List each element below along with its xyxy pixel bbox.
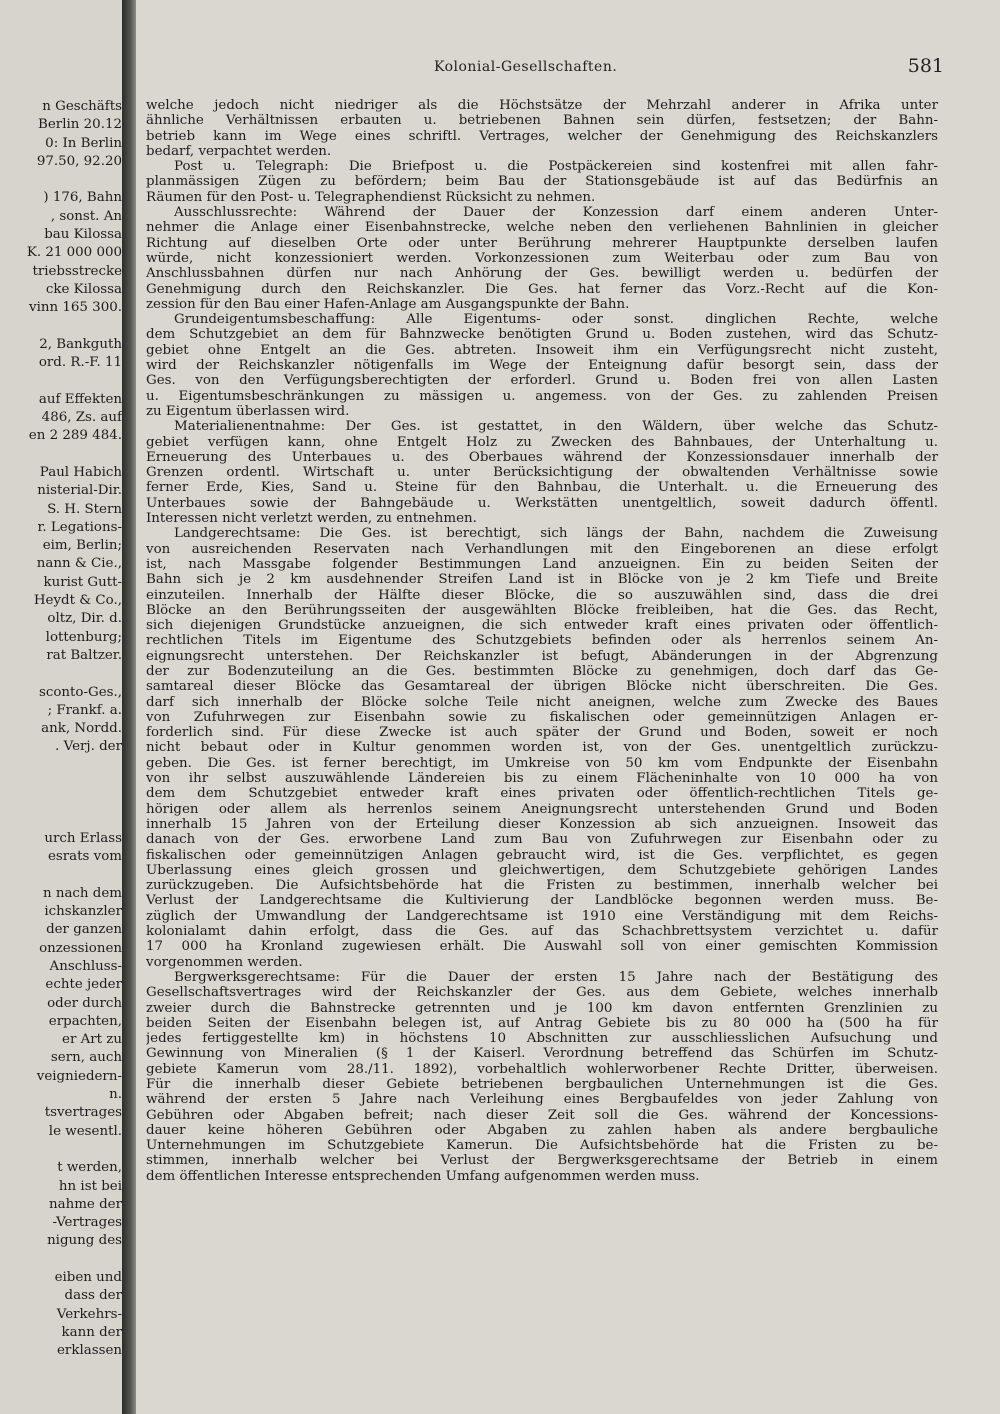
- text-line: ist, nach Massgabe folgender Bestimmungen Land anzueignen. Ein zu beiden Seiten der: [146, 556, 938, 572]
- text-line: von ausreichenden Reservaten nach Verhandlungen mit den Eingeborenen an diese erfolgt: [146, 541, 938, 557]
- left-page-line: [0, 318, 122, 336]
- text-line: fiskalischen oder gemeinnützigen Anlagen gebraucht wird, ist die Ges. verpflichtet, es gegen: [146, 847, 938, 863]
- text-line: einzuteilen. Innerhalb der Hälfte dieser Blöcke, die so auszuwählen sind, dass die drei: [146, 587, 938, 603]
- text-line: eignungsrecht unterstehen. Der Reichskanzler ist befugt, Abänderungen in der Abgrenzung: [146, 648, 938, 664]
- text-line: dem Schutzgebiet an dem für Bahnzwecke benötigten Grund u. Boden zustehen, wird das Schutz-: [146, 327, 938, 343]
- text-line: nehmer die Anlage einer Eisenbahnstrecke, welche neben den verliehenen Bahnlinien in gleicher: [146, 220, 938, 236]
- text-line: stimmen, innerhalb welcher bei Verlust der Bergwerksgerechtsame der Betrieb in einem: [146, 1153, 938, 1169]
- left-page-line: urch Erlass: [44, 830, 122, 846]
- text-line: von Zufuhrwegen zur Eisenbahn sowie zu fiskalischen oder gemeinnützigen Anlagen er-: [146, 709, 938, 725]
- left-page-line: onzessionen: [39, 940, 122, 956]
- text-line: Anschlussbahnen dürfen nur nach Anhörung der Ges. bewilligt werden u. bedürfen der: [146, 266, 938, 282]
- text-line: beiden Seiten der Eisenbahn belegen ist, auf Antrag Gebiete bis zu 80 000 ha (500 ha für: [146, 1015, 938, 1031]
- left-page-line: ; Frankf. a.: [47, 702, 122, 718]
- book-gutter: [122, 0, 136, 1414]
- left-page-line: 97.50, 92.20: [36, 153, 122, 169]
- text-line: Grenzen ordentl. Wirtschaft u. unter Berücksichtigung der obwaltenden Verhältnisse sowie: [146, 465, 938, 481]
- text-line: Unternehmungen im Schutzgebiete Kamerun. Die Aufsichtsbehörde hat die Fristen zu be-: [146, 1138, 938, 1154]
- text-line: Gewinnung von Mineralien (§ 1 der Kaiserl. Verordnung betreffend das Schürfen im Schutz-: [146, 1046, 938, 1062]
- text-line: zweier durch die Bahnstrecke getrennten und je 100 km davon entfernten Grenzlinien zu: [146, 1000, 938, 1016]
- left-page-line: kurist Gutt-: [43, 574, 122, 590]
- left-page-line: 486, Zs. auf: [41, 410, 122, 426]
- left-page-line: nigung des: [47, 1233, 122, 1249]
- left-page-line: [0, 665, 122, 683]
- left-page-line: sconto-Ges.,: [38, 684, 122, 700]
- left-page-line: r. Legations-: [37, 519, 122, 535]
- text-line: kolonialamt dahin erfolgt, dass die Ges. auf das Schachbrettsystem verzichtet u. dafür: [146, 924, 938, 940]
- left-page-line: K. 21 000 000: [26, 245, 122, 261]
- text-line: Räumen für den Post- u. Telegraphendienst Rücksicht zu nehmen.: [146, 189, 596, 205]
- left-page-line: , sonst. An: [50, 208, 122, 224]
- text-line: zurückzugeben. Die Aufsichtsbehörde hat die Fristen zu bestimmen, innerhalb welcher bei: [146, 878, 938, 894]
- text-line: innerhalb 15 Jahren von der Erteilung dieser Konzession ab sich anzueignen. Insoweit das: [146, 816, 938, 832]
- left-facing-page: [0, 0, 122, 1414]
- text-line: geben. Die Ges. ist ferner berechtigt, im Umkreise von 50 km vom Endpunkte der Eisenbahn: [146, 755, 938, 771]
- text-line: Materialienentnahme: Der Ges. ist gestattet, in den Wäldern, über welche das Schutz-: [174, 419, 938, 435]
- left-page-line: auf Effekten: [38, 391, 122, 407]
- text-line: rechtlichen Titels im Eigentume des Schutzgebiets befinden oder als herrenlos seinem An-: [146, 633, 938, 649]
- left-page-line: vinn 165 300.: [29, 300, 122, 316]
- text-line: samtareal dieser Blöcke das Gesamtareal der übrigen Blöcke nicht überschreiten. Die Ges.: [146, 679, 938, 695]
- text-line: Ausschlussrechte: Während der Dauer der Konzession darf einem anderen Unter-: [174, 205, 938, 221]
- text-line: ferner Erde, Kies, Sand u. Steine für den Bahnbau, die Unterhalt. u. die Erneuerung des: [146, 480, 938, 496]
- left-page-line: Berlin 20.12: [38, 117, 122, 133]
- text-line: danach von der Ges. erworbene Land zum Bau von Zufuhrwegen zur Eisenbahn oder zu: [146, 832, 938, 848]
- left-page-line: veigniedern-: [36, 1068, 122, 1084]
- text-line: Unterbaues sowie der Bahngebäude u. Werkstätten unentgeltlich, soweit dadurch öffentl.: [146, 495, 938, 511]
- running-head: Kolonial-Gesellschaften.: [434, 59, 618, 75]
- left-page-line: nahme der: [48, 1196, 122, 1212]
- text-line: Post u. Telegraph: Die Briefpost u. die Postpäckereien sind kostenfrei mit allen fahr-: [174, 159, 938, 175]
- text-line: u. Eigentumsbeschränkungen zu mässigen u. angemess. von der Ges. zu zahlenden Preisen: [146, 388, 938, 404]
- left-page-line: ) 176, Bahn: [43, 190, 122, 206]
- left-page-line: 2, Bankguth: [39, 336, 122, 352]
- left-page-line: cke Kilossa: [45, 281, 122, 297]
- text-line: planmässigen Zügen zu befördern; beim Bau der Stationsgebäude ist auf das Bedürfnis an: [146, 174, 938, 190]
- left-page-line: esrats vom: [47, 849, 122, 865]
- text-line: dem dem Schutzgebiet entweder kraft eines privaten oder öffentlich-rechtlichen Titels ge-: [146, 786, 938, 802]
- left-page-line: der ganzen: [46, 922, 122, 938]
- text-line: zu Eigentum überlassen wird.: [146, 403, 350, 419]
- left-page-line: Verkehrs-: [56, 1306, 122, 1322]
- left-page-line: n Geschäfts: [42, 99, 122, 114]
- left-page-line: eim, Berlin;: [42, 538, 122, 554]
- left-page-line: lottenburg;: [45, 629, 122, 645]
- left-page-line: [0, 775, 122, 793]
- left-page-line: le wesentl.: [48, 1123, 122, 1139]
- left-page-line: er Art zu: [62, 1032, 122, 1048]
- text-line: sich diejenigen Grundstücke anzueignen, die sich entweder kraft eines privaten oder öffentlich-: [146, 618, 938, 634]
- text-line: Grundeigentumsbeschaffung: Alle Eigentums- oder sonst. dinglichen Rechte, welche: [174, 312, 938, 328]
- left-page-line: hn ist bei: [58, 1178, 122, 1194]
- right-page: [136, 0, 1000, 1414]
- text-line: Verlust der Landgerechtsame die Kultivierung der Landblöcke begonnen werden muss. Be-: [146, 893, 938, 909]
- left-page-line: . Verj. der: [55, 739, 122, 755]
- left-page-line: [0, 446, 122, 464]
- left-page-line: echte jeder: [45, 977, 122, 993]
- text-line: gebiet verfügen kann, ohne Entgelt Holz zu Zwecken des Bahnbaues, der Unterhaltung u.: [146, 434, 938, 450]
- left-page-line: erklassen: [57, 1343, 122, 1359]
- left-page-line: ank, Nordd.: [41, 721, 122, 737]
- text-line: hörigen oder allem als herrenlos seinem Aneignungsrecht unterstehenden Grund und Boden: [146, 801, 938, 817]
- left-page-line: oltz, Dir. d.: [47, 611, 122, 627]
- left-page-line: S. H. Stern: [47, 501, 122, 517]
- text-line: bedarf, verpachtet werden.: [146, 143, 332, 159]
- text-line: gebiet ohne Entgelt an die Ges. abtreten. Insoweit ihm ein Verfügungsrecht nicht zusteht,: [146, 342, 938, 358]
- left-page-line: [0, 1141, 122, 1159]
- left-page-line: ichskanzler: [44, 904, 122, 920]
- text-line: Gesellschaftsvertrages wird der Reichskanzler der Ges. aus dem Gebiete, welches innerhalb: [146, 985, 938, 1001]
- left-page-line: Anschluss-: [49, 958, 122, 974]
- left-page-line: [0, 171, 122, 189]
- left-page-line: kann der: [61, 1324, 122, 1340]
- text-line: forderlich sind. Für diese Zwecke ist auch später der Grund und Boden, soweit er noch: [146, 725, 938, 741]
- text-line: Genehmigung durch den Reichskanzler. Die Ges. hat ferner das Vorz.-Recht auf die Kon-: [146, 281, 938, 297]
- text-line: gebiete Kamerun vom 28./11. 1892), vorbehaltlich wohlerworbener Rechte Dritter, überweisen.: [146, 1061, 938, 1077]
- text-line: Ges. von den Verfügungsberechtigten der erforderl. Grund u. Boden frei von allen Lasten: [146, 373, 938, 389]
- text-line: Bahn sich je 2 km ausdehnender Streifen Land ist in Blöcke von je 2 km Tiefe und Breite: [146, 572, 938, 588]
- text-column: [146, 98, 938, 1184]
- left-page-line: -Vertrages: [52, 1215, 122, 1231]
- left-page-line: nisterial-Dir.: [37, 483, 122, 499]
- page-number: 581: [907, 55, 944, 77]
- left-page-line: 0: In Berlin: [45, 135, 122, 151]
- text-line: züglich der Umwandlung der Landgerechtsame ist 1910 eine Verständigung mit dem Reichs-: [146, 908, 938, 924]
- text-line: zession für den Bau einer Hafen-Anlage am Ausgangspunkte der Bahn.: [146, 296, 630, 312]
- text-line: Bergwerksgerechtsame: Für die Dauer der ersten 15 Jahre nach der Bestätigung des: [174, 969, 938, 985]
- left-page-line: [0, 812, 122, 830]
- left-page-line: [0, 757, 122, 775]
- text-line: Blöcke an den Berührungsseiten der ausgewählten Blöcke freibleiben, hat die Ges. das Recht,: [146, 602, 938, 618]
- text-line: während der ersten 5 Jahre nach Verleihung eines Bergbaufeldes von jeder Zahlung von: [146, 1092, 938, 1108]
- text-line: jedes fertiggestellte km) in höchstens 10 Abschnitten zur ausschliesslichen Aufsuchung und: [146, 1031, 938, 1047]
- text-line: von ihr selbst auszuwählende Ländereien bis zu einem Flächeninhalte von 10 000 ha von: [146, 771, 938, 787]
- left-page-line: [0, 372, 122, 390]
- left-page-line: ord. R.-F. 11: [38, 355, 122, 371]
- text-line: Landgerechtsame: Die Ges. ist berechtigt, sich längs der Bahn, nachdem die Zuweisung: [174, 526, 938, 542]
- left-page-line: eiben und: [54, 1270, 122, 1285]
- text-line: wird der Reichskanzler nötigenfalls im Wege der Enteignung dafür besorgt sein, dass der: [146, 358, 938, 374]
- left-page-line: tsvertrages: [44, 1105, 122, 1121]
- page-header: [144, 55, 944, 81]
- text-line: Für die innerhalb dieser Gebiete betriebenen bergbaulichen Unternehmungen ist die Ges.: [146, 1077, 938, 1092]
- left-page-line: rat Baltzer.: [46, 647, 122, 663]
- left-page-line: t werden,: [57, 1160, 122, 1176]
- text-line: der zur Bodenzuteilung an die Ges. bestimmten Blöcke zu genehmigen, doch darf das Ge-: [146, 663, 938, 679]
- text-line: vorgenommen werden.: [146, 954, 303, 970]
- text-line: Erneuerung des Unterbaues u. des Oberbaues während der Konzessionsdauer innerhalb der: [146, 449, 938, 465]
- left-page-line: oder durch: [47, 995, 122, 1011]
- text-line: Gebühren oder Abgaben befreit; nach dieser Zeit soll die Ges. während der Koncessions-: [146, 1107, 938, 1123]
- left-page-line: Paul Habich: [39, 464, 122, 480]
- text-line: betrieb kann im Wege eines schriftl. Vertrages, welcher der Genehmigung des Reichskanzlers: [146, 128, 938, 144]
- left-page-line: nann & Cie.,: [36, 556, 122, 572]
- text-line: Interessen nicht verletzt werden, zu entnehmen.: [146, 511, 477, 527]
- left-page-line: sern, auch: [50, 1050, 122, 1066]
- text-line: ähnliche Verhältnissen erbauten u. betriebenen Bahnen sein dürfen, festsetzen; der Bahn-: [146, 113, 938, 129]
- text-line: darf sich innerhalb der Blöcke solche Teile nicht aneignen, welche zum Zwecke des Baues: [146, 694, 938, 710]
- text-line: Überlassung eines gleich grossen und gleichwertigen, dem Schutzgebiete gehörigen Landes: [146, 862, 938, 878]
- text-line: dem öffentlichen Interesse entsprechenden Umfang aufgenommen werden muss.: [146, 1168, 700, 1184]
- left-page-line: Heydt & Co.,: [33, 593, 122, 609]
- left-page-text: [0, 98, 122, 1360]
- left-page-line: dass der: [64, 1288, 122, 1304]
- text-line: Richtung auf dieselben Orte oder unter Berührung mehrerer Hauptpunkte derselben laufen: [146, 235, 938, 251]
- left-page-line: [0, 866, 122, 884]
- text-line: dauer keine höheren Gebühren oder Abgaben zu zahlen haben als andere bergbauliche: [146, 1122, 938, 1138]
- text-line: 17 000 ha Kronland zugewiesen erhält. Die Auswahl soll von einer gemischten Kommission: [146, 939, 938, 955]
- text-line: würde, nicht konzessioniert werden. Vorkonzessionen zum Weiterbau oder zum Bau von: [146, 250, 938, 266]
- left-page-line: [0, 1251, 122, 1269]
- left-page-line: bau Kilossa: [44, 227, 122, 243]
- left-page-line: [0, 793, 122, 811]
- text-line: welche jedoch nicht niedriger als die Höchstsätze der Mehrzahl anderer in Afrika unter: [146, 98, 938, 113]
- left-page-line: erpachten,: [48, 1013, 122, 1029]
- left-page-line: n.: [109, 1087, 122, 1103]
- left-page-line: en 2 289 484.: [28, 428, 122, 444]
- text-line: nicht bebaut oder in Kultur genommen worden ist, von der Ges. unentgeltlich zurückzu-: [146, 740, 938, 756]
- left-page-line: triebsstrecke: [32, 263, 122, 279]
- left-page-line: n nach dem: [42, 885, 122, 901]
